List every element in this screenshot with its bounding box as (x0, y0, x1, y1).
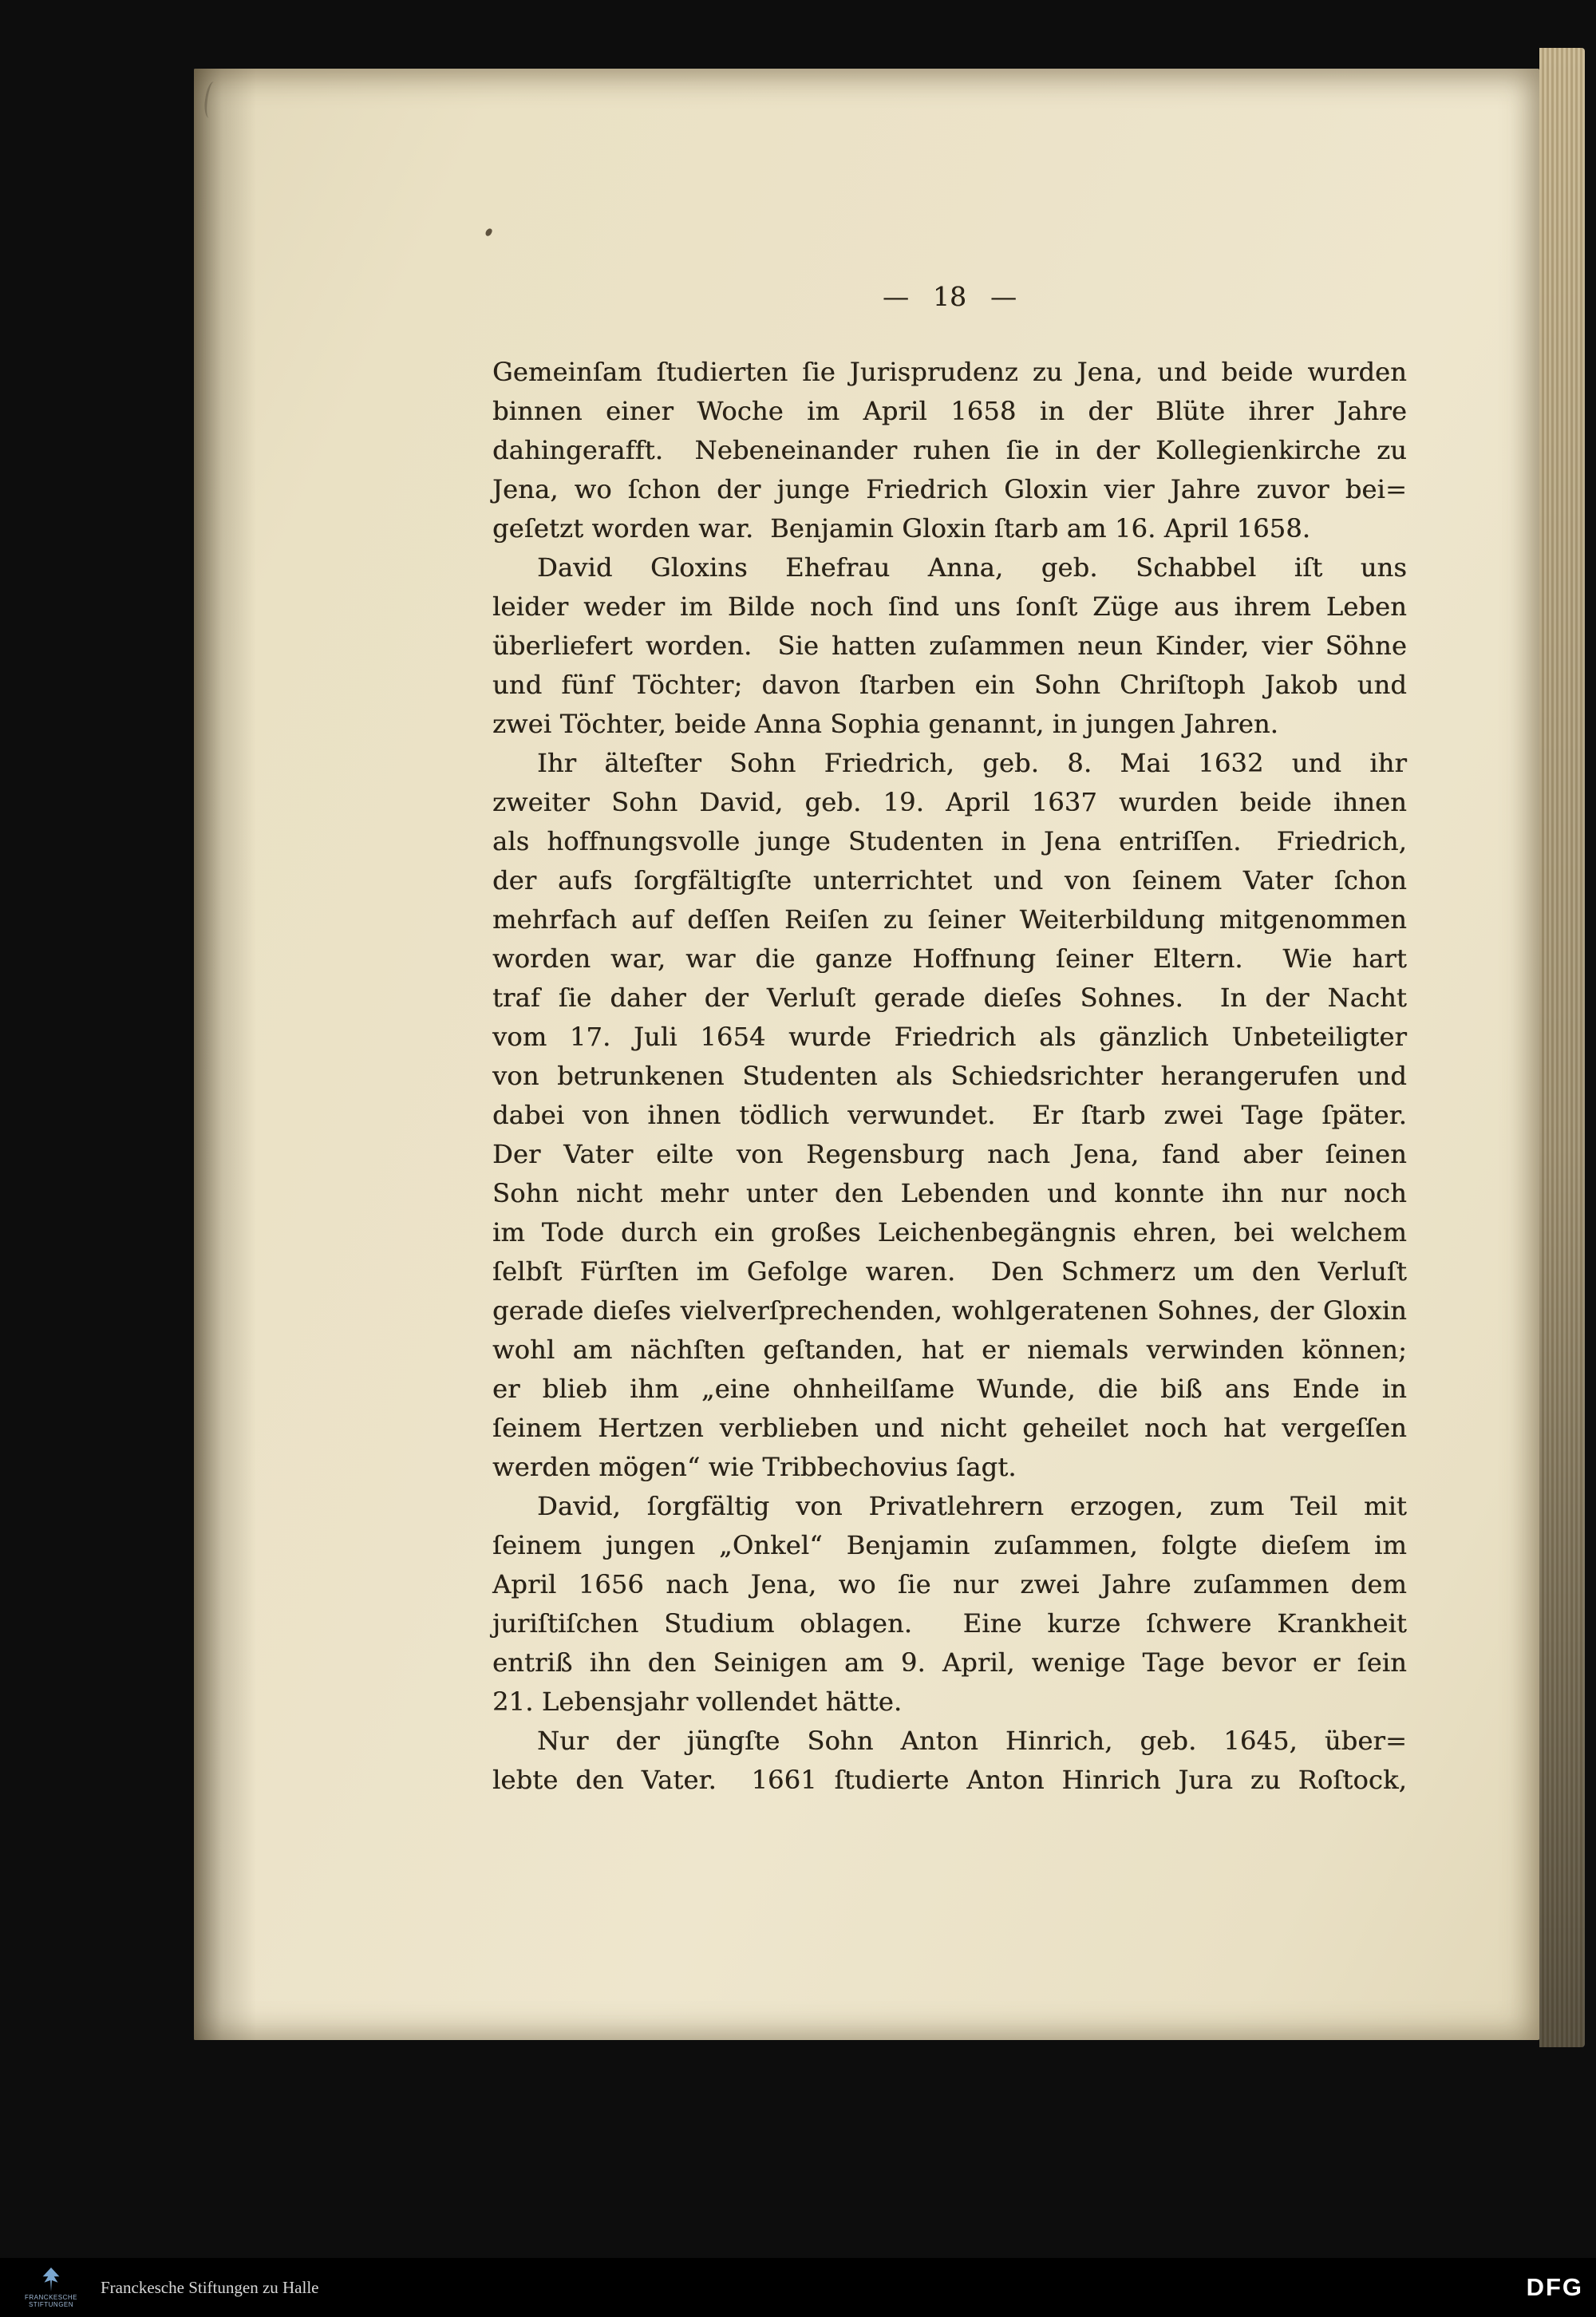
text-line: zweiter Sohn David, geb. 19. April 1637 wurden beide ihnen (492, 787, 1407, 817)
ink-speck (484, 227, 493, 237)
text-line: leider weder im Bilde noch ſind uns ſonſt Züge aus ihrem Leben (492, 591, 1407, 622)
page-number-value: 18 (933, 281, 966, 312)
book-page-edges (1539, 48, 1585, 2047)
text-line: Sohn nicht mehr unter den Lebenden und konnte ihn nur noch (492, 1178, 1407, 1208)
text-line: als hoffnungsvolle junge Studenten in Jena entriſſen. Friedrich, (492, 826, 1407, 856)
text-line: ſeinem Hertzen verblieben und nicht geheilet noch hat vergeſſen (492, 1413, 1407, 1443)
text-line: April 1656 nach Jena, wo ſie nur zwei Jahre zuſammen dem (492, 1569, 1407, 1599)
text-line: 21. Lebensjahr vollendet hätte. (492, 1686, 903, 1717)
library-name: Franckesche Stiftungen zu Halle (101, 2277, 319, 2297)
text-line: zwei Töchter, beide Anna Sophia genannt, in jungen Jahren. (492, 709, 1279, 739)
page-number-dash-left: — (883, 281, 909, 312)
text-line: der aufs ſorgfältigſte unterrichtet und von ſeinem Vater ſchon (492, 865, 1407, 896)
library-emblem-caption: FRANCKESCHE STIFTUNGEN (25, 2294, 77, 2308)
text-line: worden war, war die ganze Hoffnung ſeiner Eltern. Wie hart (492, 943, 1407, 974)
text-line: geſetzt worden war. Benjamin Gloxin ſtarb am 16. April 1658. (492, 513, 1311, 544)
dfg-logo: DFG (1526, 2273, 1583, 2301)
text-line: Der Vater eilte von Regensburg nach Jena, fand aber ſeinen (492, 1139, 1407, 1169)
text-line: von betrunkenen Studenten als Schiedsrichter herangerufen und (492, 1061, 1407, 1091)
text-line: ſeinem jungen „Onkel“ Benjamin zuſammen, folgte dieſem im (492, 1530, 1407, 1560)
library-emblem-block (13, 2267, 89, 2308)
page-number (492, 281, 1407, 312)
library-logo (13, 2267, 319, 2308)
text-line: Jena, wo ſchon der junge Friedrich Gloxin vier Jahre zuvor bei= (492, 474, 1407, 504)
text-line: mehrfach auf deſſen Reiſen zu ſeiner Weiterbildung mitgenommen (492, 904, 1407, 935)
text-line: David, ſorgfältig von Privatlehrern erzogen, zum Teil mit (537, 1491, 1407, 1521)
text-line: Ihr älteſter Sohn Friedrich, geb. 8. Mai 1632 und ihr (537, 748, 1407, 778)
page-gutter-shadow (194, 69, 256, 2040)
franckesche-stiftungen-eagle-icon (41, 2267, 61, 2292)
text-line: überliefert worden. Sie hatten zuſammen neun Kinder, vier Söhne (492, 631, 1407, 661)
text-line: werden mögen“ wie Tribbechovius ſagt. (492, 1452, 1017, 1482)
text-line: Gemeinſam ſtudierten ſie Jurisprudenz zu Jena, und beide wurden (492, 357, 1407, 387)
text-line: im Tode durch ein großes Leichenbegängnis ehren, bei welchem (492, 1217, 1407, 1247)
text-line: entriß ihn den Seinigen am 9. April, wenige Tage bevor er ſein (492, 1647, 1407, 1678)
text-line: traf ſie daher der Verluſt gerade dieſes Sohnes. In der Nacht (492, 983, 1407, 1013)
text-line: er blieb ihm „eine ohnheilſame Wunde, die biß ans Ende in (492, 1374, 1407, 1404)
text-line: Nur der jüngſte Sohn Anton Hinrich, geb. 1645, über= (537, 1726, 1407, 1756)
scanned-page (194, 69, 1539, 2040)
text-line: vom 17. Juli 1654 wurde Friedrich als gänzlich Unbeteiligter (492, 1022, 1407, 1052)
page-text (492, 353, 1407, 1800)
text-line: dahingerafft. Nebeneinander ruhen ſie in der Kollegienkirche zu (492, 435, 1407, 465)
text-line: juriſtiſchen Studium oblagen. Eine kurze ſchwere Krankheit (492, 1608, 1407, 1639)
text-line: lebte den Vater. 1661 ſtudierte Anton Hinrich Jura zu Roſtock, (492, 1765, 1407, 1795)
text-line: ſelbſt Fürſten im Gefolge waren. Den Schmerz um den Verluſt (492, 1256, 1407, 1287)
text-line: binnen einer Woche im April 1658 in der Blüte ihrer Jahre (492, 396, 1407, 426)
text-line: wohl am nächſten geſtanden, hat er niemals verwinden können; (492, 1334, 1407, 1365)
text-line: dabei von ihnen tödlich verwundet. Er ſtarb zwei Tage ſpäter. (492, 1100, 1407, 1130)
text-line: gerade dieſes vielverſprechenden, wohlgeratenen Sohnes, der Gloxin (492, 1295, 1407, 1326)
page-number-dash-right: — (990, 281, 1017, 312)
viewer-footer (0, 2258, 1596, 2317)
text-line: und fünf Töchter; davon ſtarben ein Sohn Chriſtoph Jakob und (492, 670, 1407, 700)
text-line: David Gloxins Ehefrau Anna, geb. Schabbel iſt uns (537, 552, 1407, 583)
